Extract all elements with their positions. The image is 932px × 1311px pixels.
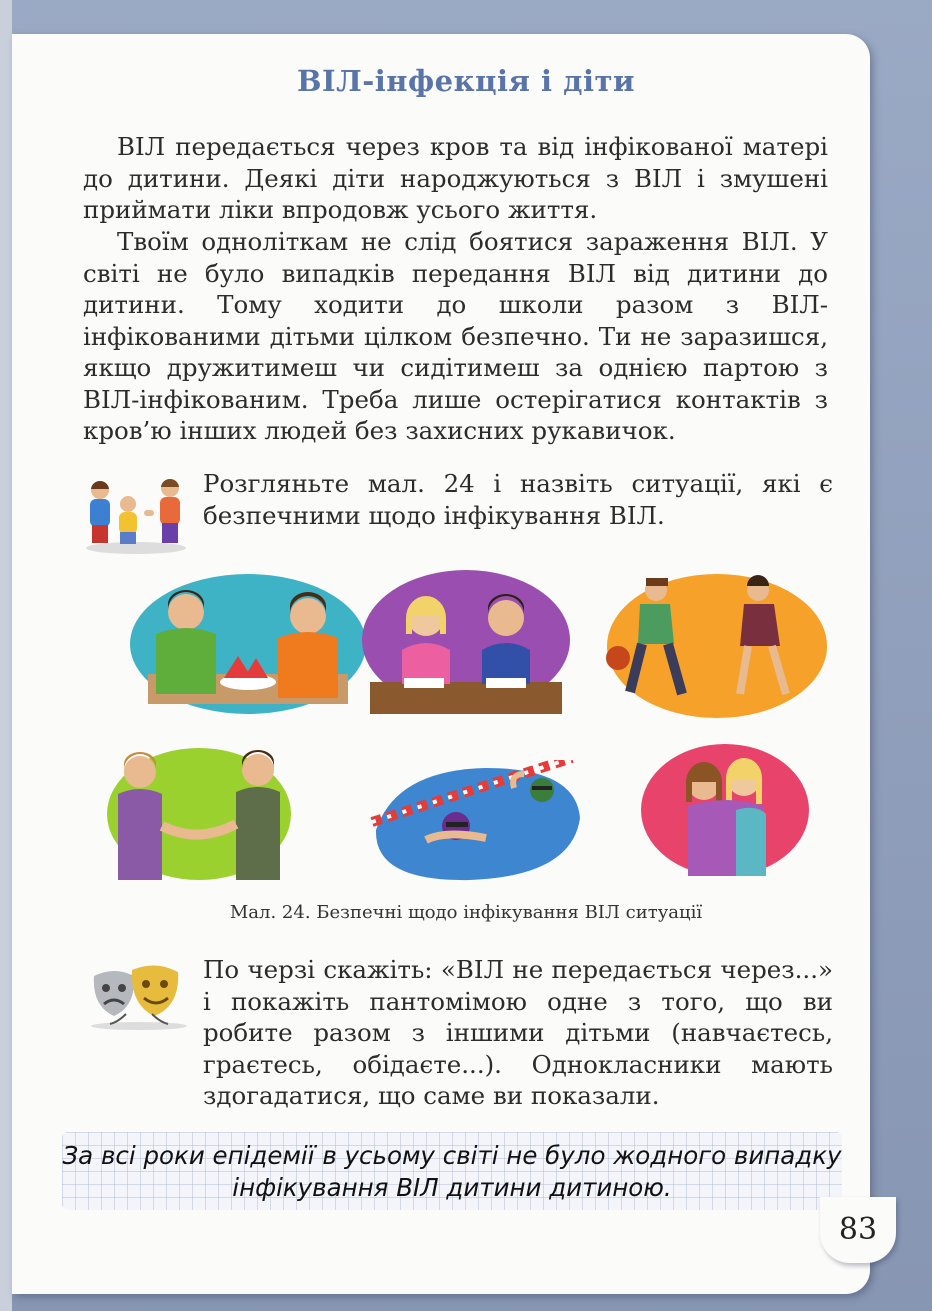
illustration-sitting-at-desk	[360, 570, 572, 716]
children-group-icon	[80, 470, 192, 556]
paragraph-1: ВІЛ передається через кров та від інфікованої матері до дитини. Деякі діти народжуються з ВІЛ і змушені приймати ліки впродовж усього життя.	[83, 132, 828, 224]
figure-caption: Мал. 24. Безпечні щодо інфікування ВІЛ ситуації	[229, 902, 703, 923]
illustration-hugging	[640, 744, 810, 876]
page-number: 83	[820, 1197, 896, 1263]
page-title: ВІЛ-інфекція і діти	[297, 64, 635, 98]
illustration-sharing-watermelon	[128, 574, 368, 714]
illustration-handshake	[104, 742, 294, 880]
theatre-masks-icon	[86, 962, 192, 1030]
paragraph-2: Твоїм одноліткам не слід боятися зараження ВІЛ. У світі не було випадків передання ВІЛ від дитини до дитини. Тому ходити до школи разом з ВІЛ-інфікованими дітьми цілком безпечно. Ти не заразишся, якщо дружитимеш чи сидітимеш за однією партою з ВІЛ-інфікованим. Треба лише остерігатися контактів з кров’ю інших людей без захисних рукавичок.	[83, 227, 828, 445]
task-1-text: Розгляньте мал. 24 і назвіть ситуації, які є безпечними щодо інфікування ВІЛ.	[203, 469, 833, 530]
illustration-playing-basketball	[604, 574, 830, 724]
book-spine	[0, 0, 12, 1311]
illustration-swimming	[366, 760, 582, 886]
task-2-text: По черзі скажіть: «ВІЛ не передається через...» і покажіть пантомімою одне з того, що ви робите разом з іншими дітьми (навчаєтесь, граєтесь, обідаєте...). Однокласники мають здогадатися, що саме ви показали.	[203, 955, 833, 1110]
note-text: За всі роки епідемії в усьому світі не було жодного випадку інфікування ВІЛ дитини дитиною.	[62, 1141, 842, 1202]
